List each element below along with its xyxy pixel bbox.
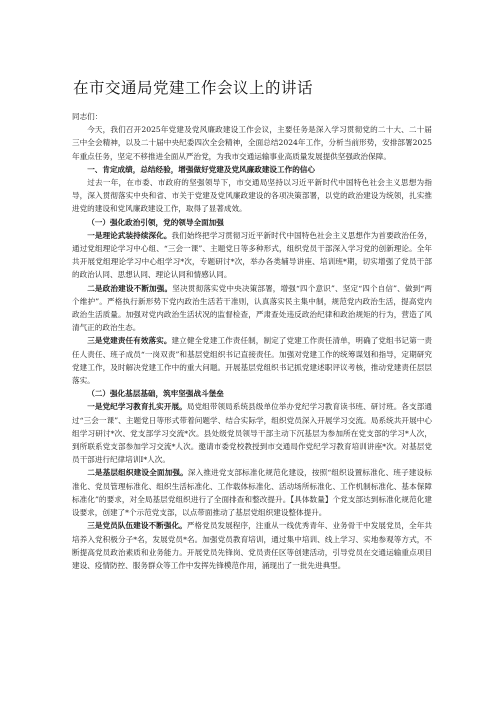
paragraph-lead: 三是党员队伍建设不断强化。 <box>87 521 187 531</box>
paragraph-lead: 一是理论武装持续深化。 <box>87 230 172 240</box>
greeting: 同志们： <box>72 112 103 121</box>
document-title: 在市交通局党建工作会议上的讲话 <box>73 79 314 97</box>
document-body <box>72 110 432 700</box>
paragraph-political <box>72 282 432 335</box>
paragraph-body: 建立健全党建工作责任制，制定了党建工作责任清单，明确了党组书记第一责任人责任、班子成员“一岗双责”和基层党组织书记直接责任。加强对党建工作的统筹谋划和指导，定期研究党建工作，及时解决党建工作中的重大问题。开展基层党组织书记抓党建述职评议考核，推动党建责任层层落实。 <box>72 336 432 386</box>
paragraph-body: 我们始终把学习贯彻习近平新时代中国特色社会主义思想作为首要政治任务，通过党组理论学习中心组、“三会一课”、主题党日等多种形式，组织党员干部深入学习党的创新理论。全年共开展党组理论学习中心组学习*次，专题研讨*次，举办各类辅导讲座、培训班*期，切实增强了党员干部的政治认同、思想认同、理论认同和情感认同。 <box>72 230 432 280</box>
paragraph-organization <box>72 466 432 519</box>
paragraph-body: 坚决贯彻落实党中央决策部署，增强“四个意识”、坚定“四个自信”、做到“两个维护”。严格执行新形势下党内政治生活若干准则，认真落实民主集中制，规范党内政治生活，提高党内政治生活质量。加强对党内政治生活状况的监督检查，严肃查处违反政治纪律和政治规矩的行为，营造了风清气正的政治生态。 <box>72 283 432 333</box>
paragraph-members <box>72 519 432 572</box>
paragraph-theory <box>72 229 432 282</box>
paragraph-body: 严格党员发展程序，注重从一线优秀青年、业务骨干中发展党员，全年共培养入党积极分子*名，发展党员*名。加强党员教育培训，通过集中培训、线上学习、实地参观等方式，不断提高党员政治素质和业务能力。开展党员先锋岗、党员责任区等创建活动，引导党员在交通运输重点项目建设、疫情防控、服务群众等工作中发挥先锋模范作用，涌现出了一批先进典型。 <box>72 521 432 570</box>
paragraph-lead: 三是党建责任有效落实。 <box>87 336 172 346</box>
section-1-intro: 过去一年，在市委、市政府的坚强领导下，市交通局坚持以习近平新时代中国特色社会主义思想为指导，深入贯彻落实中央和省、市关于党建及党风廉政建设的各项决策部署，以党的政治建设为统领，扎实推进党的建设和党风廉政建设工作，取得了显著成效。 <box>72 178 432 214</box>
paragraph-lead: 二是政治建设不断加强。 <box>87 283 173 293</box>
subsection-heading-2: （二）强化基层基础，筑牢坚强战斗堡垒 <box>87 389 224 399</box>
paragraph-lead: 二是基层组织建设全面加强。 <box>87 468 188 478</box>
paragraph-lead: 一是党纪学习教育扎实开展。 <box>87 402 187 412</box>
subsection-heading-1: （一）强化政治引领，党的领导全面加强 <box>87 217 224 227</box>
paragraph-discipline <box>72 400 432 466</box>
paragraph-body: 局党组带领局系统县级单位举办党纪学习教育读书班、研讨班。各支部通过“三会一课”、主题党日等形式带着问题学、结合实际学，组织党员深入开展学习交流。局系统共开展中心组学习研讨*次、党支部学习交流*次。县处级党员领导干部主动下沉基层为参加所在党支部的学习*人次，到所联系党支部参加学习交流*人次。邀请市委党校教授到市交通局作党纪学习教育培训讲座*次。对基层党员干部进行纪律培训I*人次。 <box>72 402 432 465</box>
paragraph-responsibility <box>72 334 432 387</box>
intro-paragraph: 今天，我们召开2025年党建及党风廉政建设工作会议，主要任务是深入学习贯彻党的二十大、二十届三中全会精神，以及二十届中央纪委四次全会精神，全面总结2024年工作，分析当前形势，安排部署2025年重点任务，坚定不移推进全面从严治党，为我市交通运输事业高质量发展提供坚强政治保障。 <box>72 125 432 161</box>
paragraph-body: 深入推进党支部标准化规范化建设，按照“组织设置标准化、班子建设标准化、党员管理标准化、组织生活标准化、工作载体标准化、活动场所标准化、工作机制标准化、基本保障标准化”的要求，对全局基层党组织进行了全面排查和整改提升。【具体数量】个党支部达到标准化规范化建设要求，创建了*个示范党支部，以点带面推动了基层党组织建设整体提升。 <box>72 468 432 518</box>
section-heading-1: 一、肯定成绩，总结经验，增强做好党建及党风廉政建设工作的信心 <box>87 164 315 174</box>
